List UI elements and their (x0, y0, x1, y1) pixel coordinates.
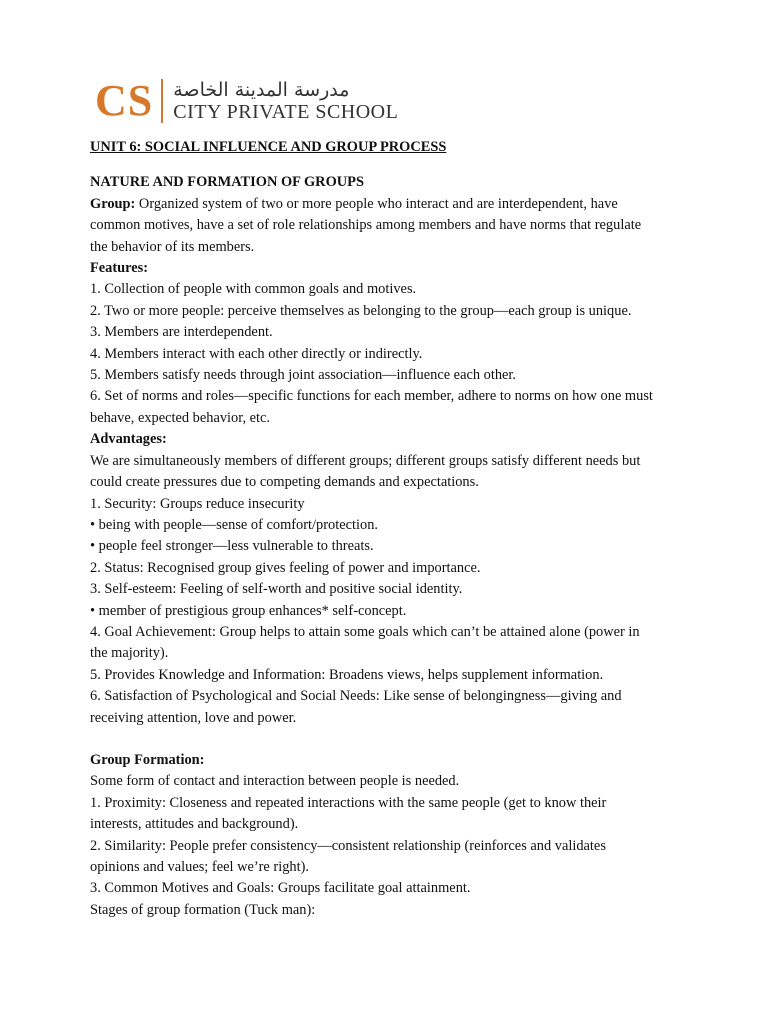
feature-line: 1. Collection of people with common goals and motives. (90, 281, 417, 298)
advantage-line: We are simultaneously members of different groups; different groups satisfy different needs but (90, 452, 641, 469)
feature-line: 3. Members are interdependent. (90, 324, 273, 341)
formation-line: interests, attitudes and background). (90, 816, 299, 833)
section-heading: NATURE AND FORMATION OF GROUPS (90, 174, 364, 191)
logo-english-name: CITY PRIVATE SCHOOL (173, 101, 399, 123)
logo-arabic-name: مدرسة المدينة الخاصة (173, 79, 350, 101)
logo-divider (161, 79, 163, 123)
advantage-line: 5. Provides Knowledge and Information: Broadens views, helps supplement information. (90, 666, 604, 683)
feature-line: behave, expected behavior, etc. (90, 409, 271, 426)
unit-title: UNIT 6: SOCIAL INFLUENCE AND GROUP PROCESS (90, 139, 447, 155)
advantage-line: 6. Satisfaction of Psychological and Social Needs: Like sense of belongingness—giving and (90, 688, 622, 705)
logo-initials: CS (95, 76, 154, 125)
formation-heading: Group Formation: (90, 751, 205, 768)
feature-line: 4. Members interact with each other directly or indirectly. (90, 345, 423, 362)
features-heading: Features: (90, 260, 149, 277)
advantage-line: 1. Security: Groups reduce insecurity (90, 495, 305, 512)
advantage-line: 2. Status: Recognised group gives feeling of power and importance. (90, 559, 481, 576)
feature-line: 6. Set of norms and roles—specific functions for each member, adhere to norms on how one must (90, 388, 653, 405)
feature-line: 2. Two or more people: perceive themselves as belonging to the group—each group is unique. (90, 302, 632, 319)
logo-text (173, 79, 398, 123)
group-definition-line-1: Organized system of two or more people who interact and are interdependent, have (135, 195, 618, 212)
group-definition-line-3: the behavior of its members. (90, 238, 255, 255)
group-definition (90, 194, 690, 215)
formation-line: 1. Proximity: Closeness and repeated interactions with the same people (get to know their (90, 794, 607, 811)
advantage-line: receiving attention, love and power. (90, 709, 297, 726)
formation-line: 3. Common Motives and Goals: Groups facilitate goal attainment. (90, 880, 471, 897)
advantage-line: 3. Self-esteem: Feeling of self-worth and positive social identity. (90, 581, 463, 598)
school-logo (95, 76, 398, 126)
advantage-line: could create pressures due to competing demands and expectations. (90, 474, 479, 491)
group-definition-line-2: common motives, have a set of role relationships among members and have norms that regulate (90, 217, 642, 234)
document-body (90, 137, 690, 921)
advantage-line: the majority). (90, 645, 169, 662)
advantages-heading: Advantages: (90, 431, 167, 448)
advantage-line: • being with people—sense of comfort/protection. (90, 516, 378, 533)
advantage-line: • member of prestigious group enhances* self-concept. (90, 602, 407, 619)
formation-line: 2. Similarity: People prefer consistency—consistent relationship (reinforces and validates (90, 837, 606, 854)
formation-line: opinions and values; feel we’re right). (90, 859, 309, 875)
formation-line: Stages of group formation (Tuck man): (90, 901, 316, 918)
formation-line: Some form of contact and interaction between people is needed. (90, 773, 460, 790)
group-term: Group: (90, 195, 136, 212)
advantage-line: 4. Goal Achievement: Group helps to attain some goals which can’t be attained alone (power in (90, 623, 640, 640)
advantage-line: • people feel stronger—less vulnerable to threats. (90, 538, 374, 555)
feature-line: 5. Members satisfy needs through joint association—influence each other. (90, 367, 517, 384)
section-gap (90, 729, 690, 750)
